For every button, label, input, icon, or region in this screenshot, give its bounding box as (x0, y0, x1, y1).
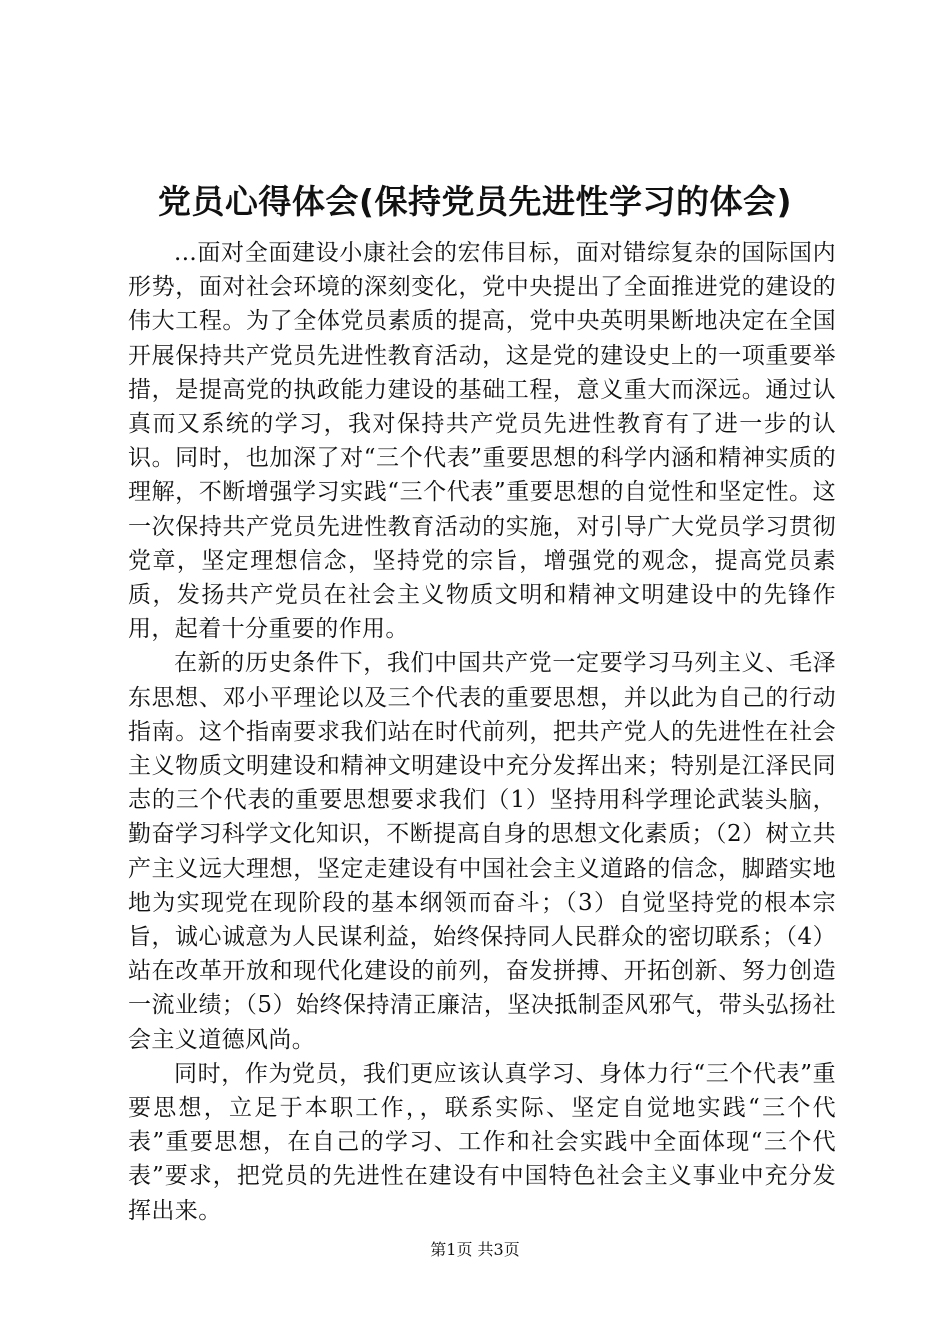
paragraph-2: 在新的历史条件下，我们中国共产党一定要学习马列主义、毛泽东思想、邓小平理论以及三个代表的重要思想，并以此为自己的行动指南。这个指南要求我们站在时代前列，把共产党人的先进性在社会主义物质文明建设和精神文明建设中充分发挥出来；特别是江泽民同志的三个代表的重要思想要求我们（1）坚持用科学理论武装头脑，勤奋学习科学文化知识，不断提高自身的思想文化素质；（2）树立共产主义远大理想，坚定走建设有中国社会主义道路的信念，脚踏实地地为实现党在现阶段的基本纲领而奋斗；（3）自觉坚持党的根本宗旨，诚心诚意为人民谋利益，始终保持同人民群众的密切联系；（4）站在改革开放和现代化建设的前列，奋发拼搏、开拓创新、努力创造一流业绩；（5）始终保持清正廉洁，坚决抵制歪风邪气，带头弘扬社会主义道德风尚。 (128, 650, 836, 1053)
document-title: 党员心得体会(保持党员先进性学习的体会) (157, 182, 793, 221)
paragraph-1: ...面对全面建设小康社会的宏伟目标，面对错综复杂的国际国内形势，面对社会环境的深刻变化，党中央提出了全面推进党的建设的伟大工程。为了全体党员素质的提高，党中央英明果断地决定在全国开展保持共产党员先进性教育活动，这是党的建设史上的一项重要举措，是提高党的执政能力建设的基础工程，意义重大而深远。通过认真而又系统的学习，我对保持共产党员先进性教育有了进一步的认识。同时，也加深了对“三个代表”重要思想的科学内涵和精神实质的理解，不断增强学习实践“三个代表”重要思想的自觉性和坚定性。这一次保持共产党员先进性教育活动的实施，对引导广大党员学习贯彻党章，坚定理想信念，坚持党的宗旨，增强党的观念，提高党员素质，发扬共产党员在社会主义物质文明和精神文明建设中的先锋作用，起着十分重要的作用。 (128, 240, 836, 643)
paragraph-3: 同时，作为党员，我们更应该认真学习、身体力行“三个代表”重要思想，立足于本职工作，，联系实际、坚定自觉地实践“三个代表”重要思想，在自己的学习、工作和社会实践中全面体现“三个代表”要求，把党员的先进性在建设有中国特色社会主义事业中充分发挥出来。 (128, 1060, 836, 1224)
page-number-footer: 第1页 共3页 (430, 1240, 520, 1259)
document-body (128, 236, 836, 1228)
